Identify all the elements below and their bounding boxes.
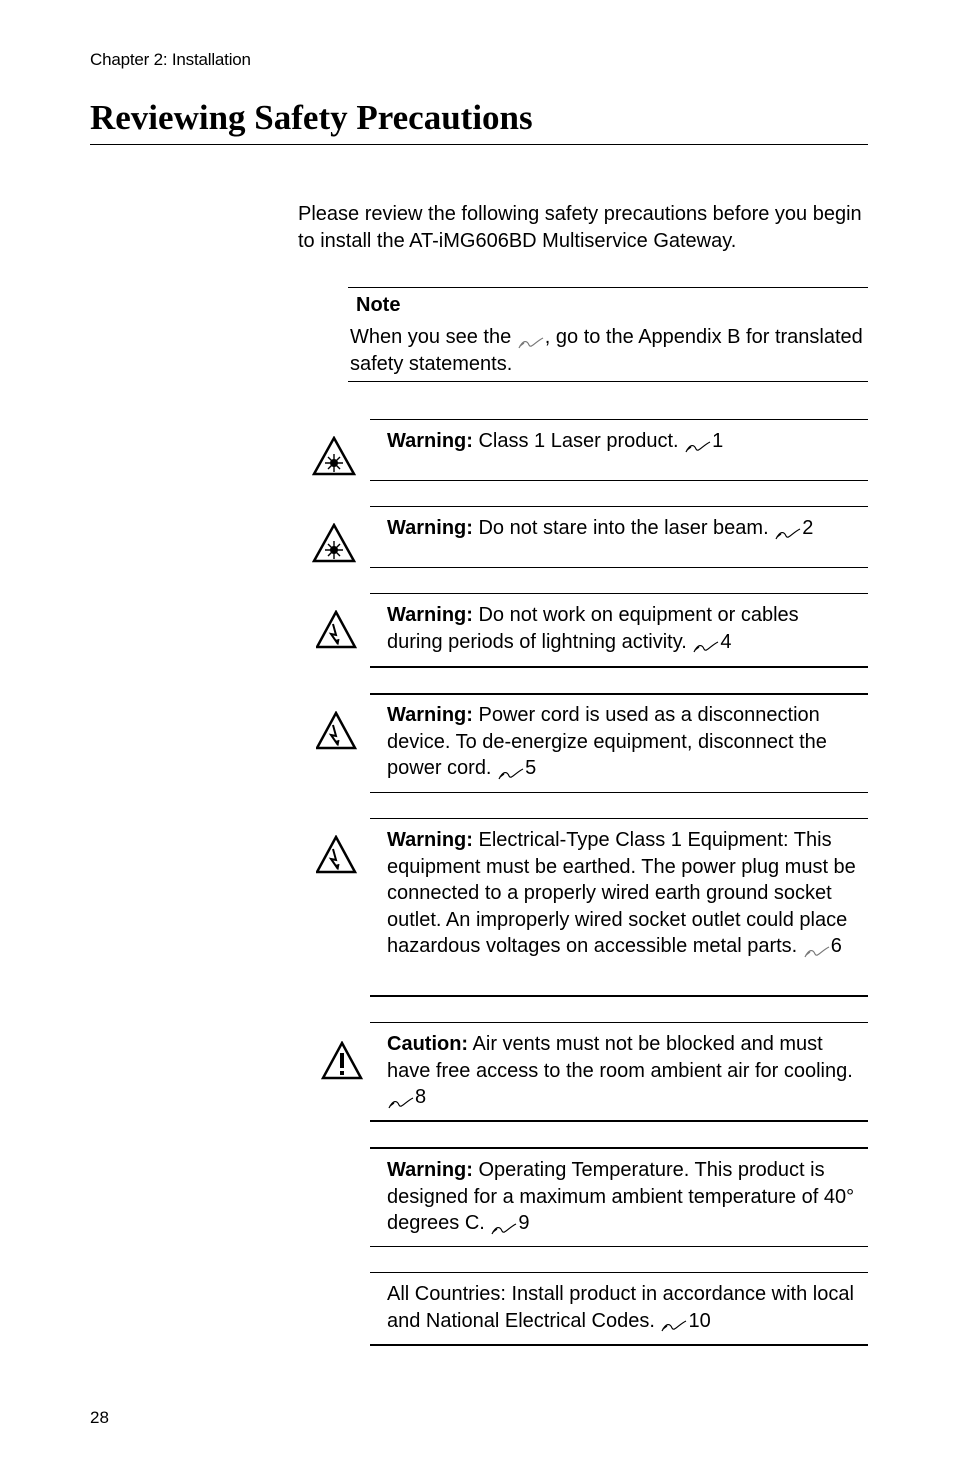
statement-body: Power cord is used as a disconnection device. To de-energize equipment, disconnect the power cord.	[387, 704, 827, 779]
safety-statement	[370, 506, 868, 568]
laser-warning-icon	[312, 436, 356, 476]
statement-label: Warning:	[387, 430, 473, 452]
statement-text	[387, 827, 857, 960]
safety-statement	[370, 419, 868, 481]
translation-reference-icon	[490, 1217, 518, 1231]
statement-ref: 5	[525, 757, 537, 779]
electrical-hazard-icon	[316, 835, 360, 875]
page-number: 28	[90, 1408, 109, 1427]
statement-body: Operating Temperature. This product is designed for a maximum ambient temperature of 40° degrees C.	[387, 1159, 855, 1234]
note-box	[348, 287, 868, 382]
translation-reference-icon	[387, 1091, 415, 1105]
safety-statement	[370, 818, 868, 997]
safety-statement	[370, 593, 868, 668]
statement-ref: 9	[518, 1212, 530, 1234]
note-text-before: When you see the	[350, 326, 512, 348]
statement-body: Electrical-Type Class 1 Equipment: This equipment must be earthed. The power plug must be connected to a properly wired earth ground socket outlet. An improperly wired socket outlet could place hazardous voltages on accessible metal parts.	[387, 829, 856, 957]
statement-body: Air vents must not be blocked and must have free access to the room ambient air for cooling.	[387, 1033, 853, 1082]
statement-text	[387, 702, 857, 782]
translation-reference-icon	[497, 762, 525, 776]
translation-reference-icon	[774, 522, 802, 536]
statement-text	[387, 428, 857, 455]
statement-body: Do not work on equipment or cables during periods of lightning activity.	[387, 604, 799, 653]
safety-statement	[370, 1022, 868, 1122]
statement-text	[387, 515, 857, 542]
statement-body: Class 1 Laser product.	[478, 430, 679, 452]
intro-paragraph: Please review the following safety precautions before you begin to install the AT-iMG606BD Multiservice Gateway.	[298, 203, 862, 252]
statement-body: All Countries: Install product in accordance with local and National Electrical Codes.	[387, 1283, 854, 1332]
statement-label: Warning:	[387, 604, 473, 626]
statement-ref: 10	[688, 1309, 711, 1332]
note-text-after: , go to the Appendix B for translated safety statements.	[350, 326, 863, 375]
statement-ref: 2	[802, 517, 814, 539]
statement-text	[387, 1281, 857, 1334]
safety-statement	[370, 693, 868, 793]
statement-label: Warning:	[387, 1159, 473, 1181]
statement-ref: 1	[712, 430, 724, 452]
laser-warning-icon	[312, 523, 356, 563]
note-text	[350, 324, 868, 377]
statement-ref: 4	[720, 630, 732, 653]
statement-ref: 8	[415, 1086, 427, 1108]
translation-reference-icon	[692, 635, 720, 649]
statement-text	[387, 1157, 857, 1237]
translation-reference-icon	[517, 331, 545, 345]
statement-label: Caution:	[387, 1033, 469, 1055]
safety-statement	[370, 1147, 868, 1247]
chapter-header: Chapter 2: Installation	[90, 50, 251, 69]
statement-text	[387, 1031, 857, 1111]
translation-reference-icon	[660, 1314, 688, 1328]
translation-reference-icon	[684, 435, 712, 449]
electrical-hazard-icon	[316, 711, 360, 751]
electrical-hazard-icon	[316, 610, 360, 650]
statement-label: Warning:	[387, 517, 473, 539]
statement-label: Warning:	[387, 829, 473, 851]
page-title: Reviewing Safety Precautions	[90, 98, 868, 145]
statement-ref: 6	[830, 935, 842, 957]
caution-icon	[321, 1041, 365, 1081]
translation-reference-icon	[803, 940, 831, 954]
note-title: Note	[356, 294, 401, 316]
safety-statement	[370, 1272, 868, 1346]
statement-body: Do not stare into the laser beam.	[478, 517, 769, 539]
statement-label: Warning:	[387, 704, 473, 726]
statement-text	[387, 602, 857, 655]
